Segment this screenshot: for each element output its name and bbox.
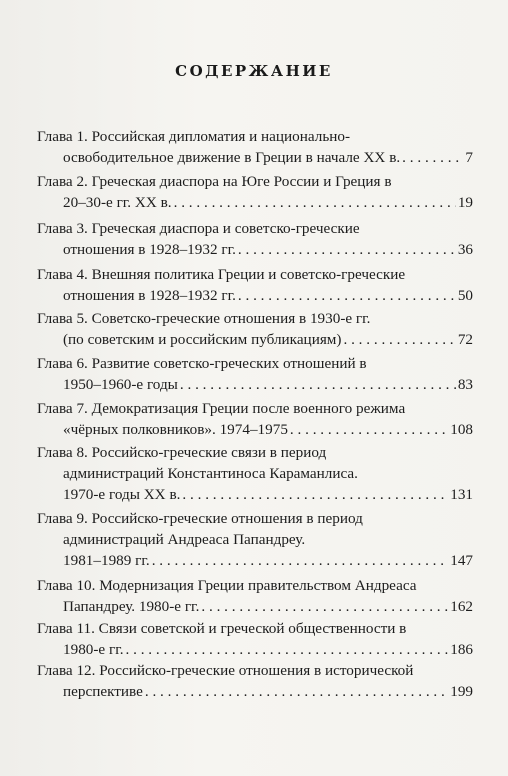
toc-entry-text: перспективе <box>63 683 143 700</box>
dot-leader <box>180 374 456 395</box>
dot-leader <box>182 484 448 505</box>
toc-entry-text: 1981–1989 гг. <box>63 552 150 569</box>
page-number: 7 <box>465 149 473 166</box>
toc-entry <box>37 126 473 168</box>
page-number: 186 <box>450 641 473 658</box>
toc-entry <box>37 660 473 702</box>
toc-entry <box>37 508 473 571</box>
toc-entry-text: Глава 9. Российско-греческие отношения в период <box>37 510 363 527</box>
page-number: 199 <box>450 683 473 700</box>
toc-entry-text: отношения в 1928–1932 гг. <box>63 241 236 258</box>
dot-leader <box>174 192 456 213</box>
dot-leader <box>201 596 448 617</box>
dot-leader <box>238 285 456 306</box>
dot-leader <box>145 681 448 702</box>
dot-leader <box>238 239 456 260</box>
toc-entry-text: 1950–1960-е годы <box>63 376 178 393</box>
toc-entry-text: Глава 4. Внешняя политика Греции и советско-греческие <box>37 266 406 283</box>
toc-entry <box>37 398 473 440</box>
dot-leader <box>290 419 448 440</box>
page-number: 162 <box>450 598 473 615</box>
toc-entry-text: Глава 7. Демократизация Греции после военного режима <box>37 400 406 417</box>
toc-entry-text: администраций Константиноса Караманлиса. <box>63 465 358 482</box>
toc-entry <box>37 353 473 395</box>
toc-entry-text: Глава 6. Развитие советско-греческих отношений в <box>37 355 367 372</box>
toc-entry <box>37 218 473 260</box>
toc-entry-text: 20–30-е гг. XX в. <box>63 194 172 211</box>
toc-entry <box>37 308 473 350</box>
toc-entry-text: администраций Андреаса Папандреу. <box>63 531 306 548</box>
page-number: 50 <box>457 287 473 304</box>
toc-entry <box>37 618 473 660</box>
toc-entry-text: Глава 1. Российская дипломатия и национально- <box>37 128 351 145</box>
page-number: 19 <box>457 194 473 211</box>
toc-entry-text: освободительное движение в Греции в начале XX в. <box>63 149 401 166</box>
toc-entry <box>37 442 473 505</box>
page-number: 147 <box>450 552 473 569</box>
toc-entry-text: (по советским и российским публикациям) <box>63 331 342 348</box>
toc-entry-text: Глава 10. Модернизация Греции правительством Андреаса <box>37 577 417 594</box>
dot-leader <box>152 550 449 571</box>
toc-entry-text: 1970-е годы XX в. <box>63 486 181 503</box>
dot-leader <box>343 329 455 350</box>
toc-entry-text: «чёрных полковников». 1974–1975 <box>63 421 288 438</box>
toc-entry-text: 1980-е гг. <box>63 641 124 658</box>
toc-entry <box>37 264 473 306</box>
page-number: 108 <box>450 421 473 438</box>
dot-leader <box>402 147 463 168</box>
toc-entry <box>37 171 473 213</box>
page-number: 131 <box>450 486 473 503</box>
page-number: 83 <box>457 376 473 393</box>
toc-entry-text: отношения в 1928–1932 гг. <box>63 287 236 304</box>
toc-entry-text: Глава 11. Связи советской и греческой общественности в <box>37 620 407 637</box>
toc-entry-text: Глава 3. Греческая диаспора и советско-греческие <box>37 220 360 237</box>
toc-entry-text: Глава 12. Российско-греческие отношения в исторической <box>37 662 414 679</box>
page-number: 72 <box>457 331 473 348</box>
toc-entry-text: Глава 8. Российско-греческие связи в период <box>37 444 327 461</box>
page-title: СОДЕРЖАНИЕ <box>175 62 333 80</box>
toc-entry <box>37 575 473 617</box>
toc-entry-text: Глава 5. Советско-греческие отношения в 1930-е гг. <box>37 310 371 327</box>
dot-leader <box>126 639 449 660</box>
toc-entry-text: Папандреу. 1980-е гг. <box>63 598 200 615</box>
page-number: 36 <box>457 241 473 258</box>
toc-entry-text: Глава 2. Греческая диаспора на Юге России и Греция в <box>37 173 392 190</box>
